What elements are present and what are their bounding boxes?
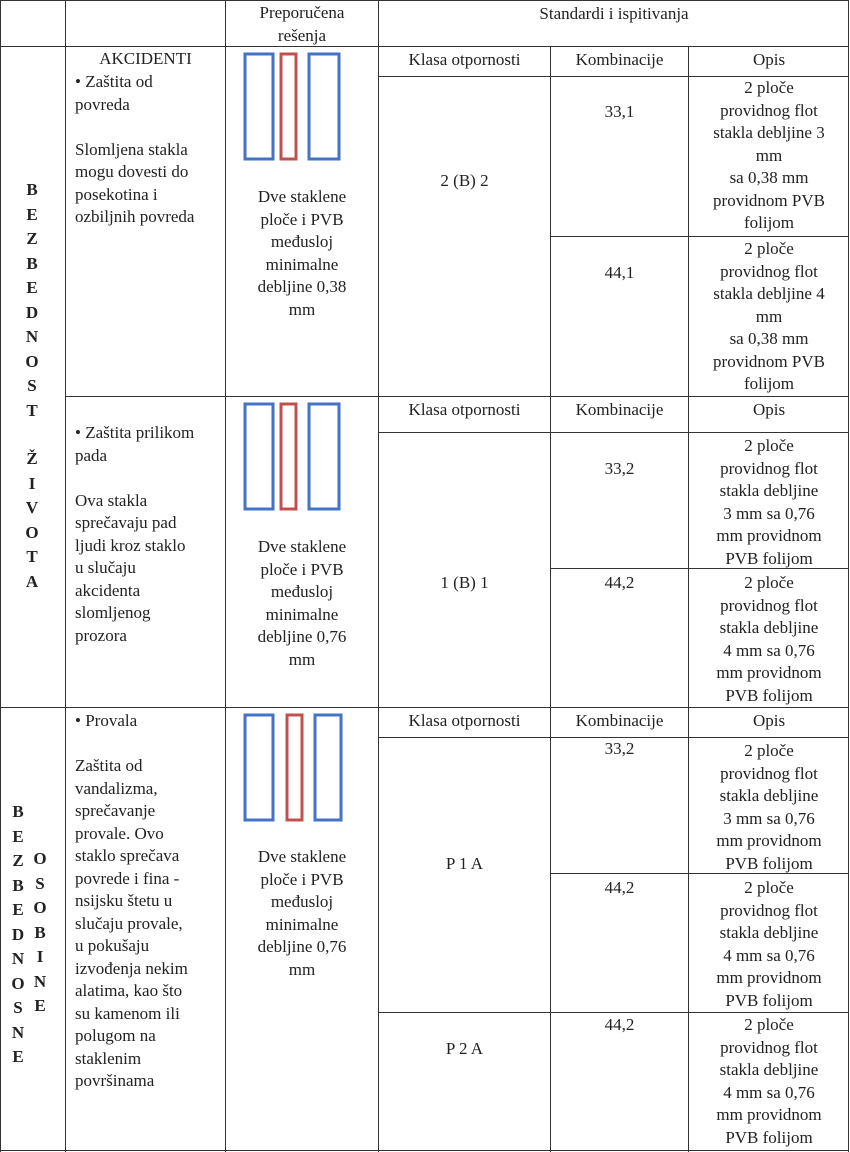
row3-comb3: 44,2 — [604, 1015, 635, 1034]
section-label-bezbednost-zivota: B E Z B E D N O S T Ž I V O T A — [25, 180, 39, 591]
header-solutions: Preporučena rešenja — [259, 3, 345, 45]
row1-hdr-kombinacije: Kombinacije — [575, 50, 664, 69]
glass-pane-left — [245, 715, 273, 820]
row2-comb2: 44,2 — [604, 573, 635, 592]
row3-klasa-p2a: P 2 A — [445, 1039, 484, 1058]
row2-opis1: 2 ploče providnog flot stakla debljine 3 mm sa 0,76 mm providnom PVB folijom — [716, 436, 822, 568]
row3-klasa-p1a: P 1 A — [445, 854, 484, 873]
row1-comb1: 33,1 — [604, 102, 635, 121]
header-standards: Standardi i ispitivanja — [539, 4, 689, 23]
row2-opis2: 2 ploče providnog flot stakla debljine 4 mm sa 0,76 mm providnom PVB folijom — [716, 573, 822, 705]
section-split — [0, 707, 849, 708]
row2-description: • Zaštita prilikom pada Ova stakla sprečavaju pad ljudi kroz staklo u slučaju akcidenta slomljenog prozora — [75, 423, 195, 645]
pvb-interlayer — [281, 404, 296, 509]
col-divider-1 — [65, 0, 66, 1152]
row1-opis1: 2 ploče providnog flot stakla debljine 3 mm sa 0,38 mm providnom PVB folijom — [713, 78, 825, 232]
row3-description: • Provala Zaštita od vandalizma, sprečavanje provale. Ovo staklo sprečava povrede i fina - nsijsku štetu u slučaju provale, u pokušaju izvođenja nekim alatima, kao što su kamenom ili polugom na staklenim površinama — [75, 711, 188, 1090]
row1-hdr-klasa: Klasa otpornosti — [408, 50, 521, 69]
glass-pane-left — [245, 54, 273, 159]
pvb-interlayer — [287, 715, 302, 820]
row1-opis2: 2 ploče providnog flot stakla debljine 4 mm sa 0,38 mm providnom PVB folijom — [713, 239, 825, 393]
row3-opis3: 2 ploče providnog flot stakla debljine 4 mm sa 0,76 mm providnom PVB folijom — [716, 1015, 822, 1147]
border-bottom — [0, 1150, 849, 1151]
laminated-glass-icon — [243, 402, 343, 512]
border-left — [0, 0, 1, 1152]
row1-hdr-opis: Opis — [752, 50, 786, 69]
row2-comb1: 33,2 — [604, 459, 635, 478]
pvb-interlayer — [281, 54, 296, 159]
s1-comb-split — [550, 236, 849, 237]
row3-opis2: 2 ploče providnog flot stakla debljine 4 mm sa 0,76 mm providnom PVB folijom — [716, 878, 822, 1010]
s3-row-split — [378, 1012, 849, 1013]
section-label-osobine: O S O B I N E — [33, 849, 47, 1015]
glass-pane-right — [309, 404, 339, 509]
row3-comb2: 44,2 — [604, 878, 635, 897]
col-divider-4 — [550, 46, 551, 1152]
row2-solution: Dve staklene ploče i PVB međusloj minimalne debljine 0,76 mm — [257, 537, 347, 669]
row3-hdr-klasa: Klasa otpornosti — [408, 711, 521, 730]
row3-comb1: 33,2 — [604, 739, 635, 758]
glass-pane-left — [245, 404, 273, 509]
row2-klasa: 1 (B) 1 — [440, 573, 489, 592]
s2-subhdr-line — [378, 432, 849, 433]
row3-hdr-kombinacije: Kombinacije — [575, 711, 664, 730]
row3-hdr-opis: Opis — [752, 711, 786, 730]
row3-solution: Dve staklene ploče i PVB međusloj minimalne debljine 0,76 mm — [257, 847, 347, 979]
row2-hdr-opis: Opis — [752, 400, 786, 419]
laminated-glass-icon — [243, 713, 343, 823]
row2-hdr-kombinacije: Kombinacije — [575, 400, 664, 419]
row3-opis1: 2 ploče providnog flot stakla debljine 3 mm sa 0,76 mm providnom PVB folijom — [716, 741, 822, 873]
section-label-bezbednosne: B E Z B E D N O S N E — [11, 802, 25, 1066]
glass-pane-right — [309, 54, 339, 159]
row1-description: • Zaštita od povreda Slomljena stakla mogu dovesti do posekotina i ozbiljnih povreda — [75, 72, 195, 226]
row1-klasa: 2 (B) 2 — [440, 171, 489, 190]
s1-row-split — [65, 396, 849, 397]
row1-heading: AKCIDENTI — [99, 49, 192, 68]
row1-solution: Dve staklene ploče i PVB međusloj minimalne debljine 0,38 mm — [257, 187, 347, 319]
laminated-glass-icon — [243, 52, 343, 162]
row1-comb2: 44,1 — [604, 263, 635, 282]
row2-hdr-klasa: Klasa otpornosti — [408, 400, 521, 419]
header-bottom — [0, 46, 849, 47]
glass-pane-right — [315, 715, 341, 820]
border-top — [0, 0, 849, 1]
